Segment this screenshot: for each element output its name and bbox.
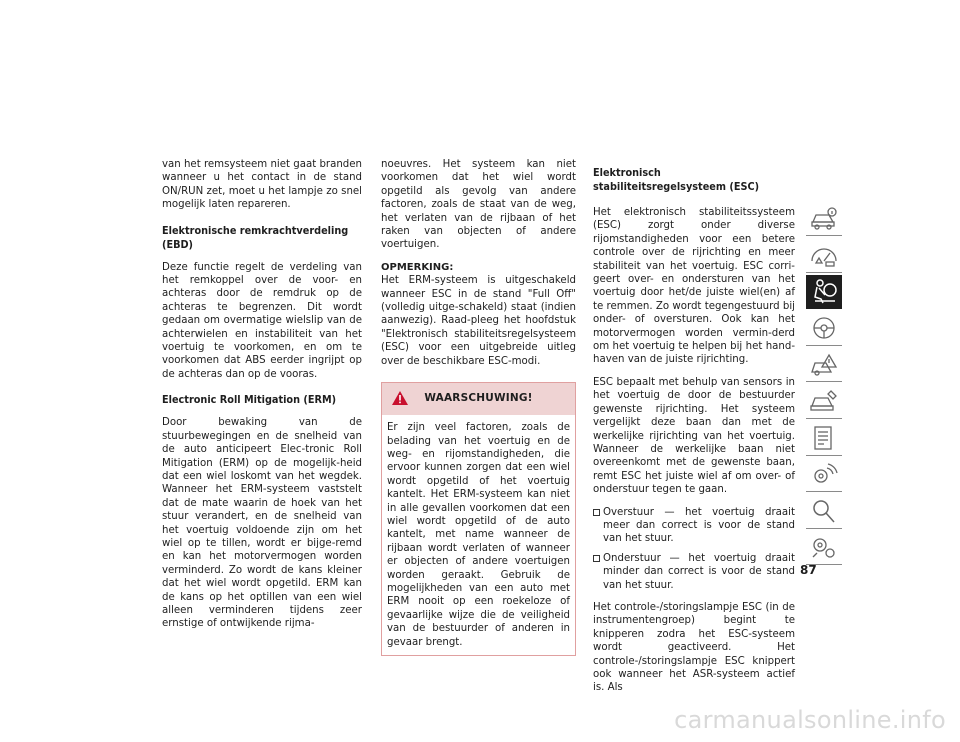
warning-title: WAARSCHUWING! [424, 392, 533, 405]
warning-triangle-icon [392, 391, 408, 405]
note-heading: OPMERKING: [381, 261, 454, 273]
tab-language[interactable] [806, 531, 842, 565]
language-settings-icon [809, 533, 839, 561]
bullet-text: Onderstuur — het voertuig draait minder dan correct is voor de stand van het stuur. [603, 552, 795, 591]
bullet-square-icon [593, 555, 600, 562]
dashboard-warning-icon [809, 241, 839, 269]
paragraph-esc-sensors: ESC bepaalt met behulp van sensors in het voertuig de door de bestuurder gewenste rijrichting. Het systeem vergelijkt deze baan dan met de werkelijke rijrichting van het voertuig. Wanneer de werkelijke baan niet overeenkomt met de gewenste baan, remt ESC het juiste wiel af om over- of onderstuur tegen te gaan. [593, 376, 795, 496]
car-service-icon [809, 387, 839, 415]
steer-bullet-list [593, 506, 795, 592]
car-emergency-icon [809, 350, 839, 378]
warning-box [381, 382, 576, 656]
bullet-text: Overstuur — het voertuig draait meer dan correct is voor de stand van het stuur. [603, 506, 795, 545]
warning-text: Er zijn veel factoren, zoals de belading van het voertuig en de weg- en rijomstandigheden, die ervoor kunnen zorgen dat een wiel wordt opgetild of het voertuig kantelt. Het ERM-systeem kan niet in alle gevallen voorkomen dat een wiel wordt opgetild of de auto kantelt, met name wanneer de rijbaan wordt verlaten of wanneer er objecten of andere voertuigen worden geraakt. Gebruik de mogelijkheden van een auto met ERM nooit op een roekeloze of gevaarlijke wijze die de veiligheid van de bestuurder of anderen in gevaar brengt. [387, 422, 570, 648]
tab-maintenance[interactable] [806, 422, 842, 456]
paragraph-erm-continued: noeuvres. Het systeem kan niet voorkomen dat het wiel wordt opgetild als gevolg van andere factoren, zoals de staat van de weg, het verlaten van de rijbaan of het raken van objecten of andere voertuigen. [381, 159, 576, 251]
column-middle [381, 158, 576, 656]
tab-car-info[interactable] [806, 202, 842, 236]
airbag-safety-icon [809, 277, 839, 305]
heading-esc: Elektronisch stabiliteitsregelsysteem (ESC) [593, 166, 760, 193]
steering-wheel-icon [809, 314, 839, 342]
tab-airbag-safety[interactable] [806, 275, 842, 309]
tab-index[interactable] [806, 495, 842, 529]
list-item [593, 552, 795, 592]
maintenance-schedule-icon [809, 424, 839, 452]
note-text: Het ERM-systeem is uitgeschakeld wanneer ESC in de stand "Full Off" (volledig uitge-schakeld) staat (indien aanwezig). Raad-pleeg het hoofdstuk "Elektronisch stabiliteitsregelsysteem (ESC) voor een uitgebreide uitleg over de beschikbare ESC-modi. [381, 275, 576, 367]
column-left [162, 158, 362, 640]
paragraph-erm: Door bewaking van de stuurbewegingen en de snelheid van de auto anticipeert Elec-tronic Roll Mitigation (ERM) op de mogelijk-heid dat een wiel loskomt van het wegdek. Wanneer het ERM-systeem vaststelt dat de mate waarin de hoek van het stuur verandert, en de snelheid van het voertuig voldoende zijn om het wiel op te tillen, wordt er bijge-remd en kan het motorvermogen worden verminderd. Zo wordt de kans kleiner dat het wiel wordt opgetild. ERM kan de kans op het optillen van een wiel alleen verminderen tijdens zeer ernstige of ontwijkende rijma- [162, 417, 362, 630]
tab-multimedia[interactable] [806, 458, 842, 492]
paragraph-esc-intro: Het elektronisch stabiliteitssysteem (ESC) zorgt onder diverse rijomstandigheden voor een betere controle over de rijrichting en meer stabiliteit van het voertuig. ESC corri-geert over- en ondersturen van het voertuig door het/de juiste wiel(en) af te remmen. Zo wordt tegengestuurd bij onder- of oversturen. Ook kan het motorvermogen worden vermin-derd om het voertuig te helpen bij het hand-haven van de juiste rijrichting. [593, 207, 795, 366]
car-info-icon [809, 204, 839, 232]
paragraph-brake-lamp: van het remsysteem niet gaat branden wanneer u het contact in de stand ON/RUN zet, moet u het lampje zo snel mogelijk laten repareren. [162, 159, 362, 211]
chapter-tabs [806, 202, 842, 568]
tab-steering[interactable] [806, 312, 842, 346]
tab-emergency[interactable] [806, 348, 842, 382]
bullet-square-icon [593, 509, 600, 516]
magnifier-index-icon [809, 497, 839, 525]
watermark: carmanualsonline.info [674, 706, 946, 734]
heading-ebd: Elektronische remkrachtverdeling (EBD) [162, 223, 349, 251]
column-right [593, 166, 795, 704]
tab-dashboard-warning[interactable] [806, 239, 842, 273]
tab-service[interactable] [806, 385, 842, 419]
page-number: 87 [800, 563, 817, 577]
warning-header [382, 383, 575, 415]
list-item [593, 506, 795, 546]
paragraph-ebd: Deze functie regelt de verdeling van het remkoppel over de voor- en achteras door de remdruk op de achteras te begrenzen. Dit wordt gedaan om overmatige wielslip van de achterwielen en instabiliteit van het voertuig te voorkomen, en om te voorkomen dat ABS eerder ingrijpt op de achteras dan op de vooras. [162, 261, 362, 380]
multimedia-icon [809, 460, 839, 488]
warning-body [382, 415, 575, 655]
paragraph-esc-lamp: Het controle-/storingslampje ESC (in de instrumentengroep) begint te knipperen zodra het ESC-systeem wordt geactiveerd. Het controle-/storingslampje ESC knippert ook wanneer het ASR-systeem actief is. Als [593, 601, 795, 694]
heading-erm: Electronic Roll Mitigation (ERM) [162, 393, 337, 407]
